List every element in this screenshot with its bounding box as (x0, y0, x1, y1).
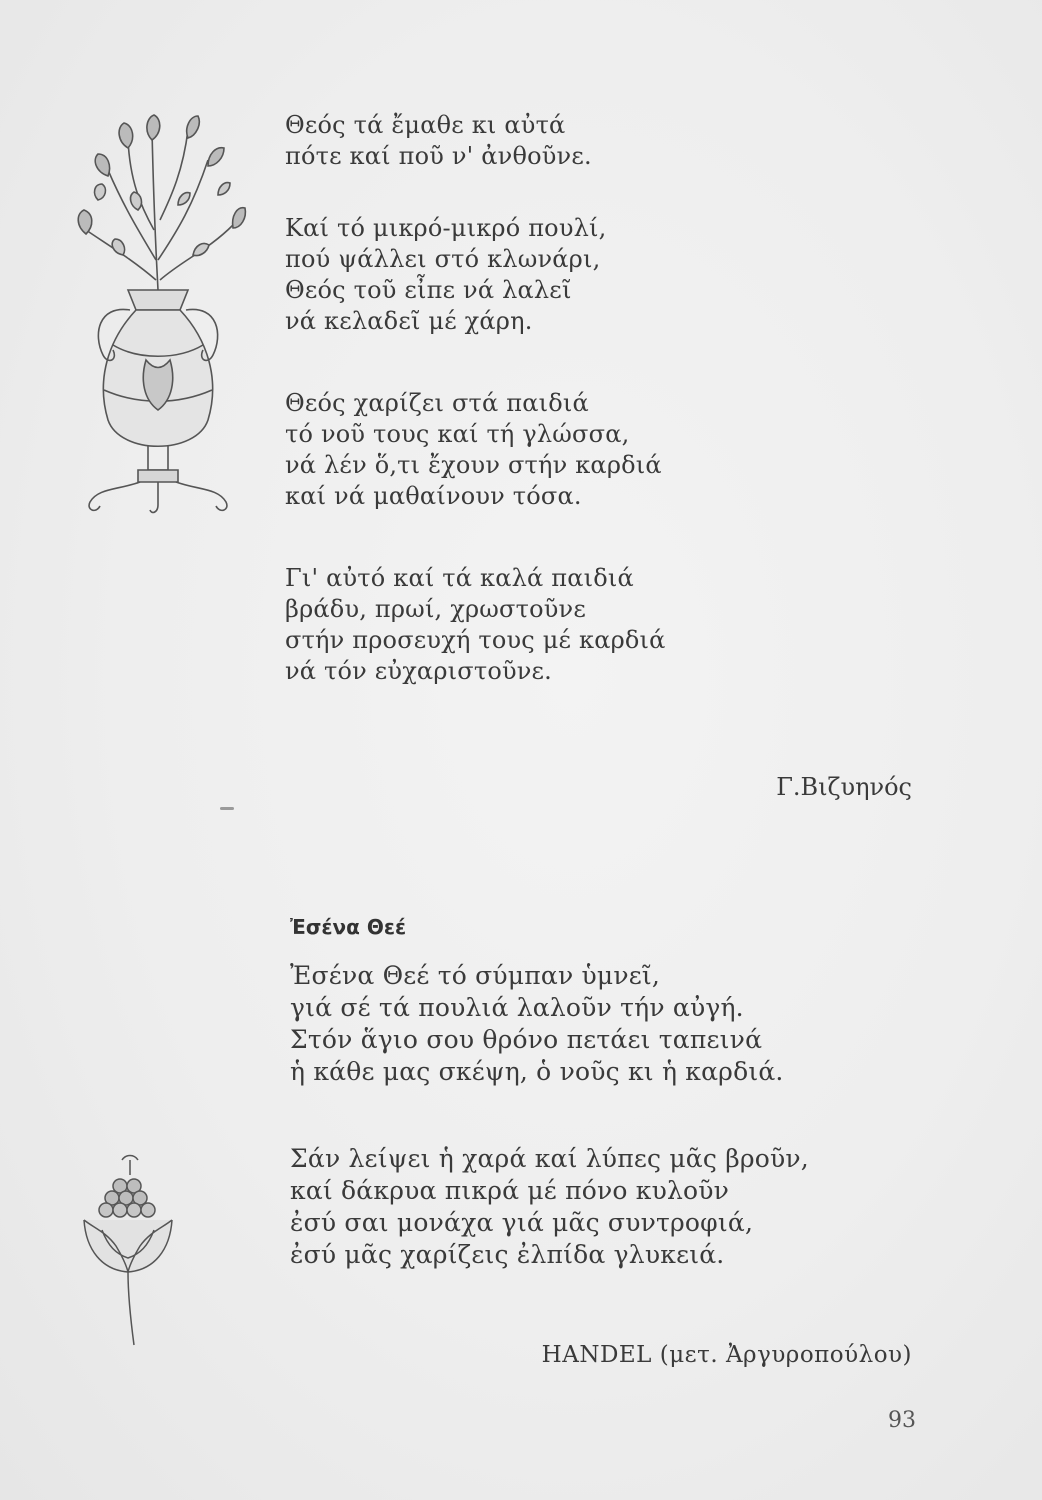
verse-line: Θεός τοῦ εἶπε νά λαλεῖ (285, 276, 572, 304)
verse-line: Καί τό μικρό-μικρό πουλί, (285, 214, 607, 242)
verse-line: τό νοῦ τους καί τή γλώσσα, (285, 420, 630, 448)
page-number: 93 (888, 1408, 916, 1433)
vase-of-flowers-illustration (68, 110, 248, 520)
poem2-stanza-2 (290, 1143, 809, 1271)
verse-line: καί νά μαθαίνουν τόσα. (285, 482, 582, 510)
poem1-stanza-1 (285, 110, 592, 172)
verse-line: Γι' αὐτό καί τά καλά παιδιά (285, 564, 634, 592)
verse-line: νά λέν ὅ,τι ἔχουν στήν καρδιά (285, 451, 662, 479)
poem1-stanza-4 (285, 563, 666, 687)
verse-line: νά κελαδεῖ μέ χάρη. (285, 307, 533, 335)
verse-line: νά τόν εὐχαριστοῦνε. (285, 657, 553, 685)
poem2-author: HANDEL (μετ. Ἀργυροπούλου) (541, 1342, 912, 1368)
verse-line: ἐσύ μᾶς χαρίζεις ἐλπίδα γλυκειά. (290, 1240, 725, 1269)
verse-line: γιά σέ τά πουλιά λαλοῦν τήν αὐγή. (290, 993, 744, 1022)
verse-line: Στόν ἅγιο σου θρόνο πετάει ταπεινά (290, 1025, 763, 1054)
poem1-stanza-2 (285, 213, 606, 337)
ink-mark (220, 807, 234, 810)
poem1-stanza-3 (285, 388, 662, 512)
verse-line: Θεός χαρίζει στά παιδιά (285, 389, 589, 417)
verse-line: πού ψάλλει στό κλωνάρι, (285, 245, 601, 273)
verse-line: Ἐσένα Θεέ τό σύμπαν ὑμνεῖ, (290, 961, 661, 990)
tulip-flower-illustration (72, 1150, 192, 1350)
verse-line: καί δάκρυα πικρά μέ πόνο κυλοῦν (290, 1176, 730, 1205)
verse-line: ἐσύ σαι μονάχα γιά μᾶς συντροφιά, (290, 1208, 754, 1237)
poem1-author: Γ.Βιζυηνός (776, 773, 912, 801)
verse-line: βράδυ, πρωί, χρωστοῦνε (285, 595, 586, 623)
verse-line: Σάν λείψει ἡ χαρά καί λύπες μᾶς βροῦν, (290, 1144, 809, 1173)
verse-line: Θεός τά ἔμαθε κι αὐτά (285, 111, 566, 139)
verse-line: στήν προσευχή τους μέ καρδιά (285, 626, 666, 654)
poem2-title: Ἐσένα Θεέ (290, 915, 407, 939)
poem2-stanza-1 (290, 960, 784, 1088)
verse-line: πότε καί ποῦ ν' ἀνθοῦνε. (285, 142, 592, 170)
verse-line: ἡ κάθε μας σκέψη, ὁ νοῦς κι ἡ καρδιά. (290, 1057, 784, 1086)
